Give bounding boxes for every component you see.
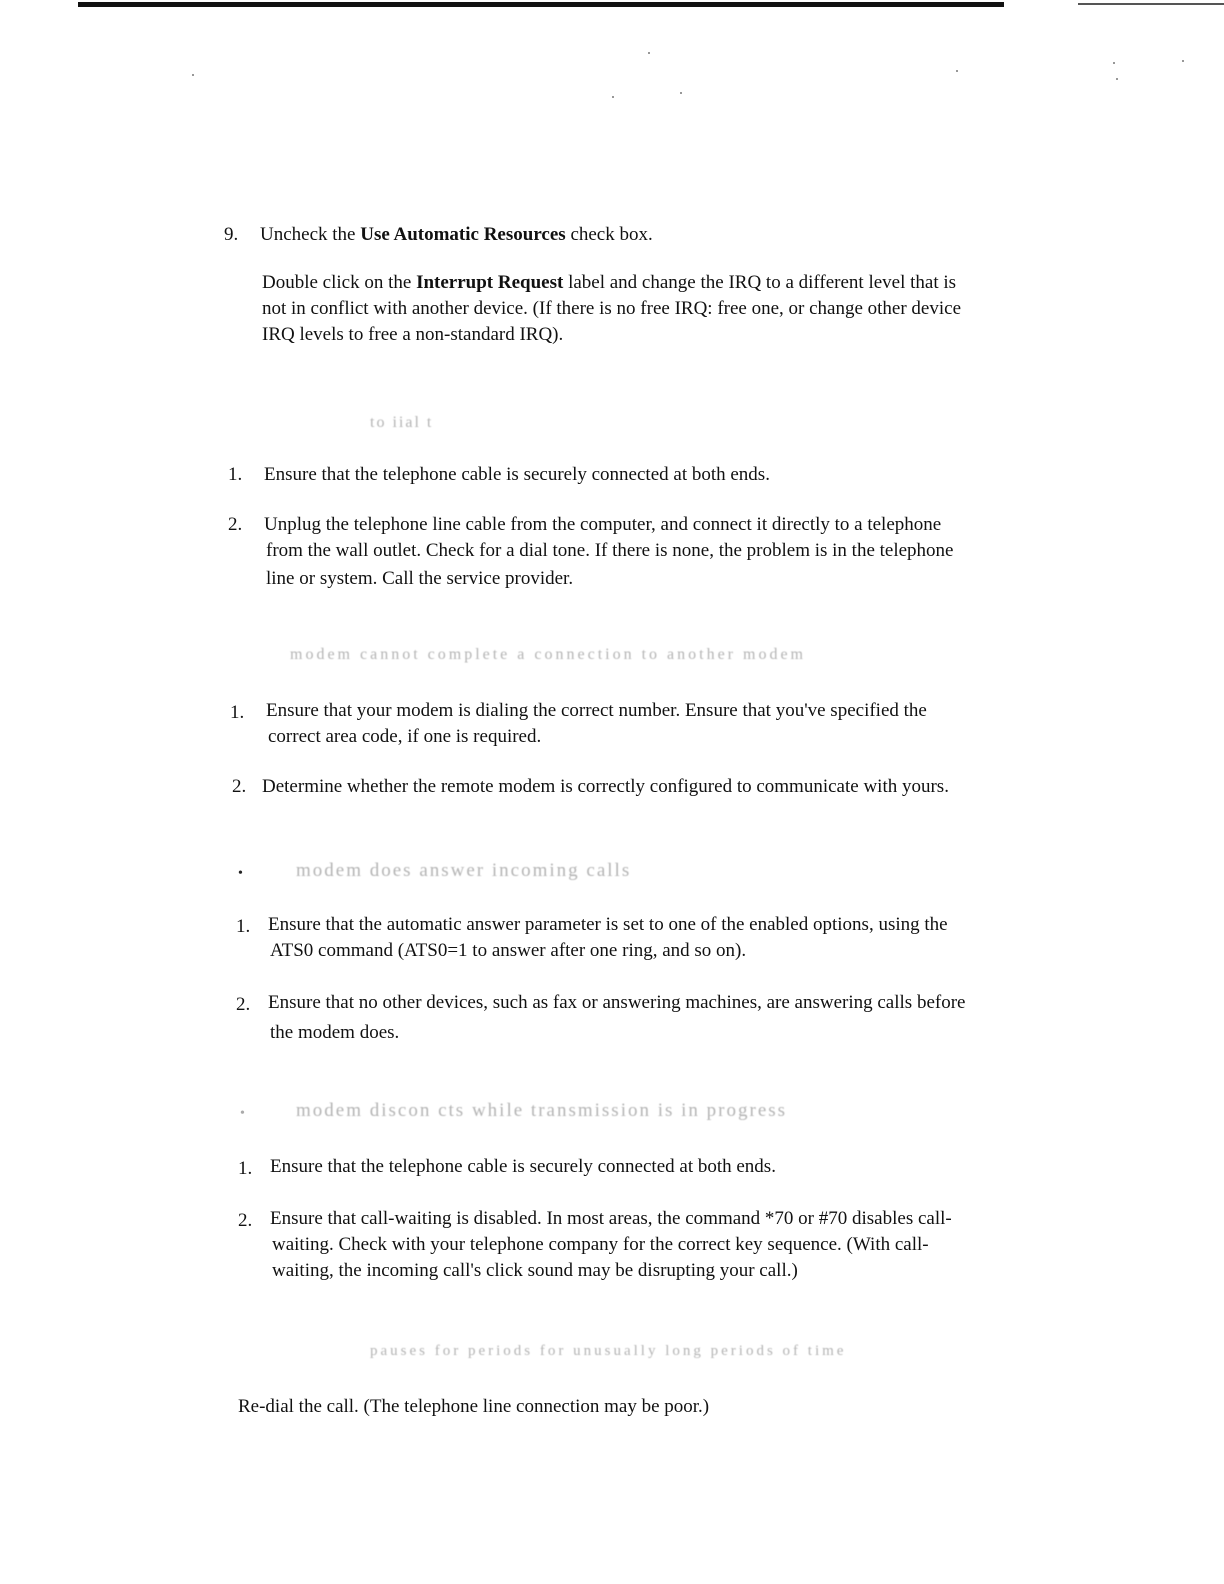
list-item-line: waiting. Check with your telephone company for the correct key sequence. (With call-	[272, 1234, 929, 1255]
scan-speck	[1182, 60, 1184, 62]
list-number: 2.	[232, 776, 247, 797]
top-rule-right	[1078, 3, 1224, 5]
list-number: 1.	[238, 1158, 253, 1179]
list-item-line: Ensure that call-waiting is disabled. In most areas, the command *70 or #70 disables call-	[270, 1208, 952, 1229]
scan-speck	[648, 52, 650, 54]
scan-speck	[1116, 78, 1118, 80]
section-heading: pauses for periods for unusually long periods of time	[370, 1343, 847, 1359]
section-heading: modem discon cts while transmission is in progress	[296, 1100, 788, 1121]
list-item-line: Ensure that the telephone cable is securely connected at both ends.	[264, 464, 770, 485]
scan-speck	[192, 74, 194, 76]
scan-speck	[1113, 62, 1115, 64]
list-number: 1.	[230, 702, 245, 723]
list-item-line: waiting, the incoming call's click sound may be disrupting your call.)	[272, 1260, 798, 1281]
scan-speck	[612, 96, 614, 98]
list-item-line: Unplug the telephone line cable from the computer, and connect it directly to a telephone	[264, 514, 942, 535]
top-rule	[78, 2, 1004, 7]
step-text	[260, 222, 653, 248]
list-item-line: line or system. Call the service provider.	[266, 568, 574, 589]
paragraph-line	[262, 270, 956, 296]
list-item-line: ATS0 command (ATS0=1 to answer after one ring, and so on).	[270, 940, 747, 961]
bullet-icon: •	[240, 1106, 245, 1121]
paragraph-line: IRQ levels to free a non-standard IRQ).	[262, 324, 564, 345]
list-item-line: Ensure that the telephone cable is securely connected at both ends.	[270, 1156, 776, 1177]
list-number: 2.	[236, 994, 251, 1015]
list-item-line: Ensure that the automatic answer parameter is set to one of the enabled options, using the	[268, 914, 948, 935]
paragraph-line: not in conflict with another device. (If there is no free IRQ: free one, or change other device	[262, 298, 962, 319]
list-number: 2.	[228, 514, 243, 535]
paragraph-text: label and change the IRQ to a different level that is	[563, 272, 957, 293]
section-heading: modem does answer incoming calls	[296, 860, 632, 881]
scan-speck	[680, 92, 682, 94]
step-text-outro: check box.	[565, 224, 653, 245]
section-heading: modem cannot complete a connection to another modem	[290, 646, 806, 663]
list-number: 1.	[228, 464, 243, 485]
list-number: 2.	[238, 1210, 253, 1231]
step-text-intro: Uncheck the	[260, 224, 361, 245]
step-number: 9.	[224, 224, 239, 245]
label-reference: Interrupt Request	[416, 272, 564, 293]
list-item-line: Determine whether the remote modem is correctly configured to communicate with yours.	[262, 776, 949, 797]
bullet-icon: •	[238, 866, 243, 881]
paragraph-line: Re-dial the call. (The telephone line connection may be poor.)	[238, 1396, 710, 1417]
list-item-line: correct area code, if one is required.	[268, 726, 542, 747]
section-heading: to iial t	[370, 414, 434, 431]
list-item-line: the modem does.	[270, 1022, 400, 1043]
list-item-line: Ensure that your modem is dialing the correct number. Ensure that you've specified the	[266, 700, 927, 721]
list-item-line: Ensure that no other devices, such as fax or answering machines, are answering calls before	[268, 992, 966, 1013]
paragraph-text: Double click on the	[262, 272, 417, 293]
list-item-line: from the wall outlet. Check for a dial tone. If there is none, the problem is in the telephone	[266, 540, 954, 561]
scan-speck	[956, 70, 958, 72]
list-number: 1.	[236, 916, 251, 937]
checkbox-reference: Use Automatic Resources	[360, 224, 566, 245]
